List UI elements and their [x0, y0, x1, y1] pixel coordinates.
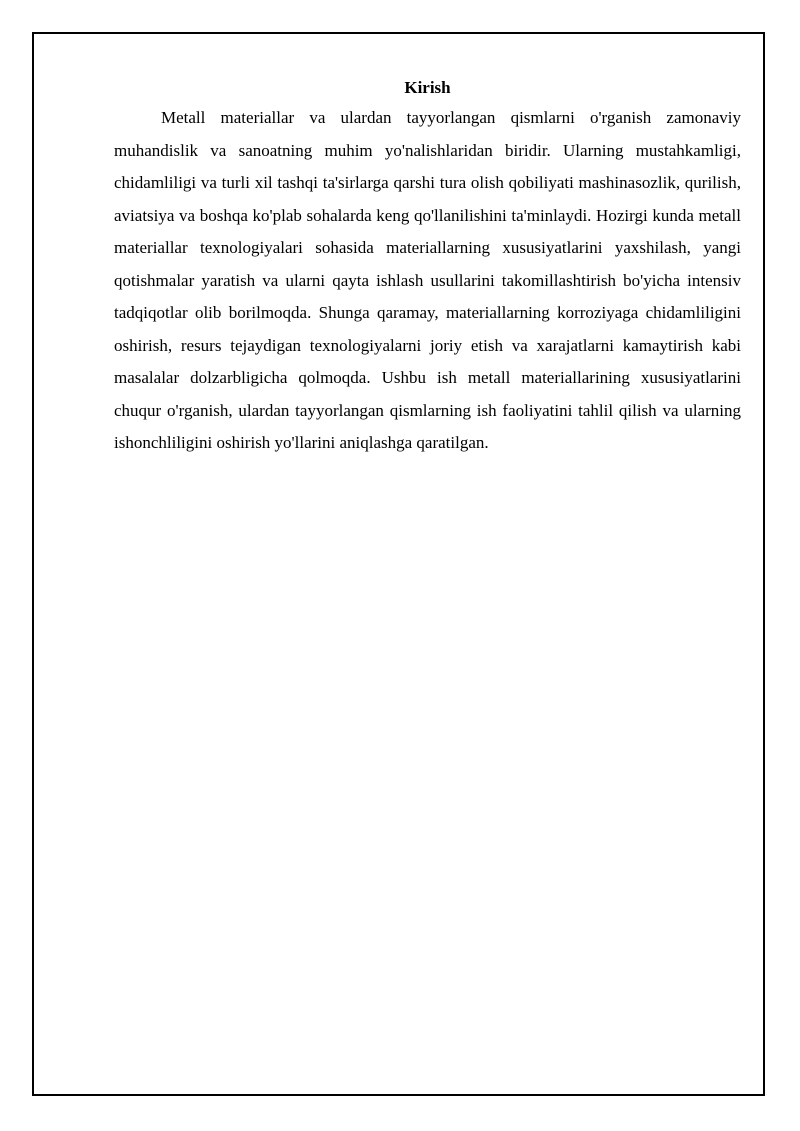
intro-paragraph: Metall materiallar va ulardan tayyorlangan qismlarni o'rganish zamonaviy muhandislik va sanoatning muhim yo'nalishlaridan biridir. Ularning mustahkamligi, chidamliligi va turli xil tashqi ta'sirlarga qarshi tura olish qobiliyati mashinasozlik, qurilish, aviatsiya va boshqa ko'plab sohalarda keng qo'llanilishini ta'minlaydi. Hozirgi kunda metall materiallar texnologiyalari sohasida materiallarning xususiyatlarini yaxshilash, yangi qotishmalar yaratish va ularni qayta ishlash usullarini takomillashtirish bo'yicha intensiv tadqiqotlar olib borilmoqda. Shunga qaramay, materiallarning korroziyaga chidamliligini oshirish, resurs tejaydigan texnologiyalarni joriy etish va xarajatlarni kamaytirish kabi masalalar dolzarbligicha qolmoqda. Ushbu ish metall materiallarining xususiyatlarini chuqur o'rganish, ulardan tayyorlangan qismlarning ish faoliyatini tahlil qilish va ularning ishonchliligini oshirish yo'llarini aniqlashga qaratilgan. [114, 108, 741, 452]
document-body [114, 74, 741, 460]
section-heading: Kirish [404, 78, 451, 97]
